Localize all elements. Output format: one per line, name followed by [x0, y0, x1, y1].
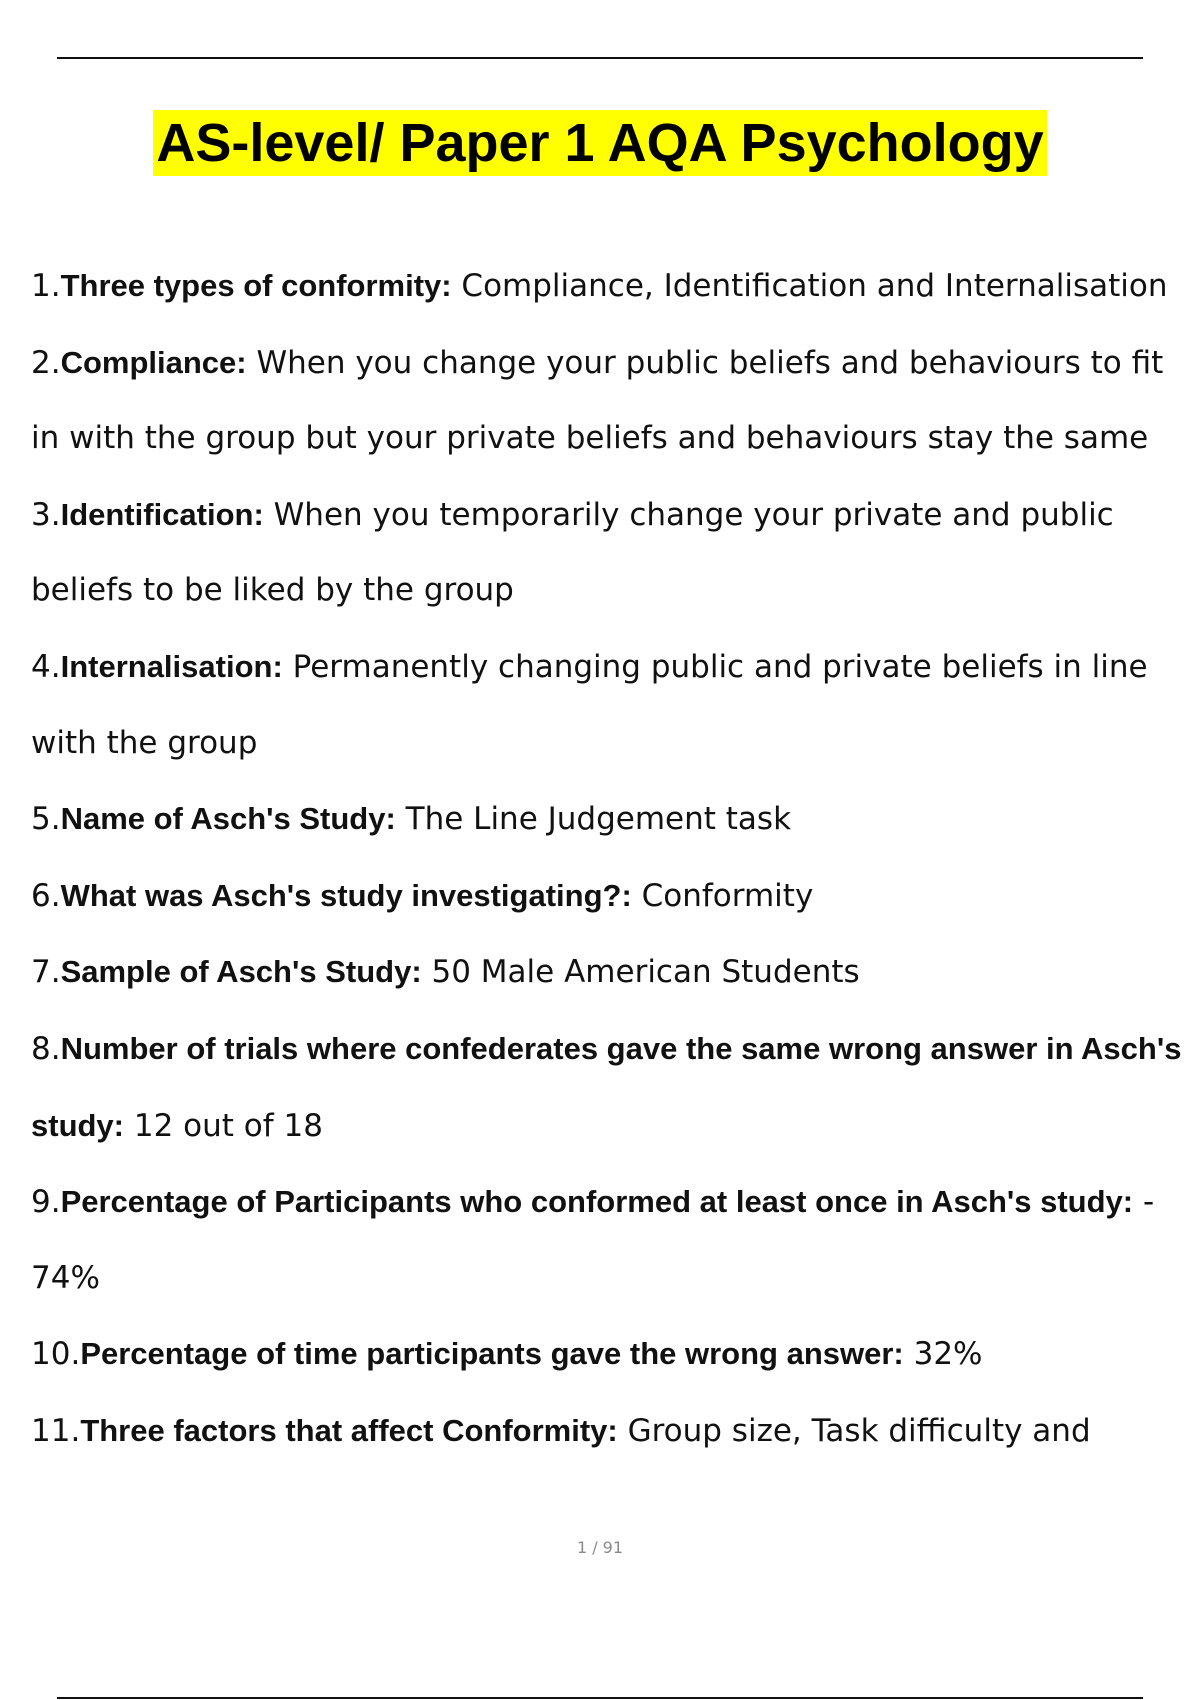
item-number: 6. [31, 877, 61, 914]
item-term: Compliance: [60, 344, 247, 380]
list-item [31, 934, 1200, 1011]
list-item [31, 248, 1200, 325]
bottom-divider [57, 1697, 1143, 1699]
item-number: 3. [31, 496, 61, 533]
item-term: Identification: [60, 496, 264, 532]
top-divider [57, 57, 1143, 59]
item-definition: When you temporarily change your private and public beliefs to be liked by the group [31, 496, 1114, 609]
list-item [31, 325, 1200, 477]
list-item [31, 858, 1200, 935]
item-number: 1. [31, 268, 61, 304]
flashcard-list [31, 248, 1200, 1470]
item-term: What was Asch's study investigating?: [60, 877, 632, 913]
item-term: Sample of Asch's Study: [60, 954, 422, 990]
item-number: 8. [31, 1030, 61, 1067]
item-definition: Group size, Task difficulty and [617, 1412, 1091, 1449]
item-number: 10. [31, 1336, 81, 1373]
item-number: 7. [31, 954, 61, 991]
item-definition: Conformity [631, 877, 814, 914]
list-item [31, 1164, 1200, 1316]
list-item [31, 781, 1200, 858]
item-number: 5. [31, 801, 61, 838]
item-definition: 50 Male American Students [421, 954, 860, 991]
item-number: 9. [31, 1184, 61, 1221]
item-term: Internalisation: [60, 648, 283, 684]
item-term: Name of Asch's Study: [60, 801, 396, 837]
item-definition: 32% [903, 1336, 983, 1373]
list-item [31, 629, 1200, 781]
item-term: Number of trials where confederates gave the same wrong answer in Asch's study: [31, 1030, 1182, 1143]
item-definition: Permanently changing public and private beliefs in line with the group [31, 648, 1148, 761]
list-item [31, 1316, 1200, 1393]
item-number: 2. [31, 344, 61, 381]
item-term: Percentage of time participants gave the wrong answer: [80, 1336, 904, 1372]
document-title: AS-level/ Paper 1 AQA Psychology [153, 110, 1046, 176]
title-container [0, 110, 1200, 176]
list-item [31, 477, 1200, 629]
list-item [31, 1393, 1200, 1470]
item-term: Three factors that affect Conformity: [80, 1412, 618, 1448]
item-term: Percentage of Participants who conformed at least once in Asch's study: [60, 1184, 1134, 1220]
item-term: Three types of conformity: [60, 268, 452, 303]
item-definition: 12 out of 18 [124, 1107, 323, 1144]
page-number: 1 / 91 [576, 1538, 624, 1557]
item-number: 11. [31, 1412, 81, 1449]
item-definition: The Line Judgement task [395, 801, 792, 838]
item-number: 4. [31, 648, 61, 685]
list-item [31, 1011, 1200, 1164]
item-definition: - 74% [31, 1184, 1155, 1296]
item-definition: Compliance, Identification and Internalisation [451, 268, 1168, 304]
item-definition: When you change your public beliefs and behaviours to fit in with the group but your private beliefs and behaviours stay the same [31, 344, 1164, 457]
